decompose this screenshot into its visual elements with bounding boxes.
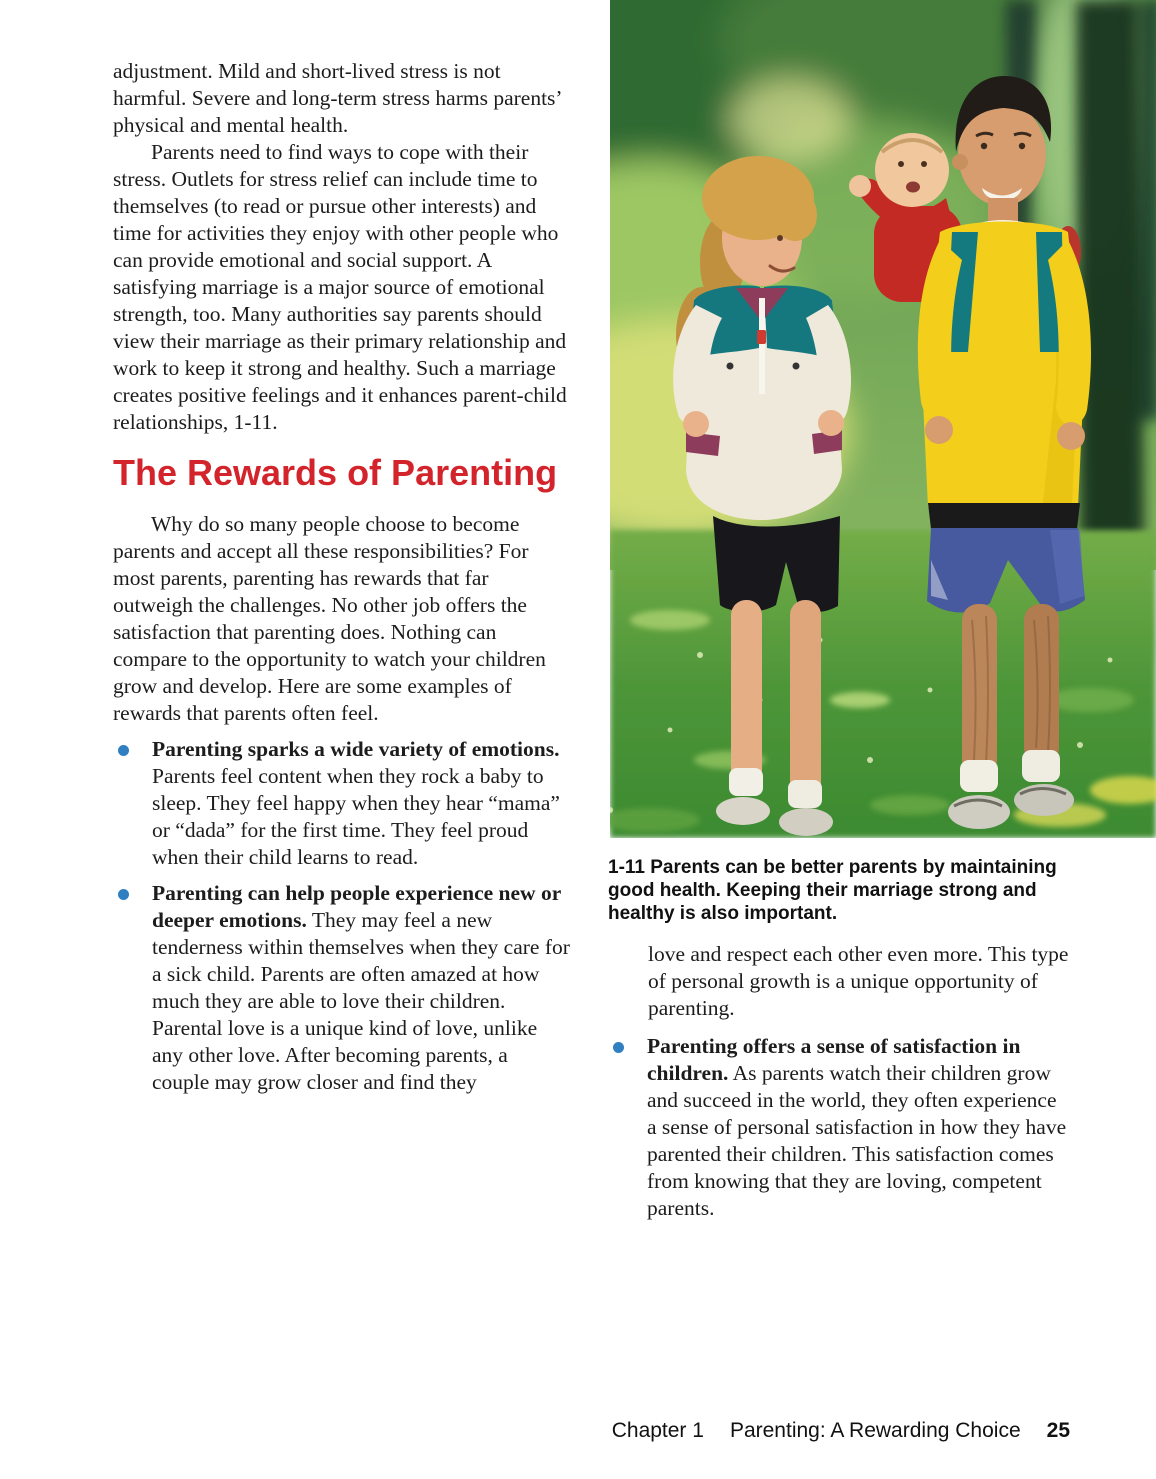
page-footer	[612, 1419, 1070, 1443]
bullet-lead: Parenting can help people experience new or deeper emotions.	[152, 881, 561, 932]
right-column	[608, 941, 1070, 1222]
bullet-body: They may feel a new tenderness within themselves when they care for a sick child. Parents are often amazed at how much they are able to love their children. Parental love is a unique kind of love, unlike any other love. After becoming parents, a couple may grow closer and find they	[152, 908, 570, 1094]
bullet-dot-icon	[118, 745, 129, 756]
bullet-dot-icon	[118, 889, 129, 900]
bullet-dot-icon	[613, 1042, 624, 1053]
left-column	[113, 58, 570, 1096]
section-heading: The Rewards of Parenting	[113, 452, 558, 493]
bullet-item	[608, 1033, 1070, 1222]
bullet-lead: Parenting sparks a wide variety of emotions.	[152, 737, 560, 761]
footer-chapter: Chapter 1	[611, 1419, 704, 1442]
bullet-text	[152, 736, 570, 871]
body-paragraph: Parents need to find ways to cope with their stress. Outlets for stress relief can include time to themselves (to read or pursue other interests) and time for activities they enjoy with other people who can provide emotional and social support. A satisfying marriage is a major source of emotional strength, too. Many authorities say parents should view their marriage as their primary relationship and work to keep it strong and healthy. Such a marriage creates positive feelings and it enhances parent-child relationships, 1-11.	[113, 140, 567, 434]
body-paragraph: adjustment. Mild and short-lived stress is not harmful. Severe and long-term stress harms parents’ physical and mental health.	[113, 59, 561, 137]
figure-caption: 1-11 Parents can be better parents by maintaining good health. Keeping their marriage strong and healthy is also important.	[608, 857, 1057, 924]
bullet-text	[647, 1033, 1070, 1222]
body-paragraph: Why do so many people choose to become parents and accept all these responsibilities? For most parents, parenting has rewards that far outweigh the challenges. No other job offers the satisfaction that parenting does. Nothing can compare to the opportunity to watch your children grow and develop. Here are some examples of rewards that parents often feel.	[113, 512, 546, 725]
bullet-item	[113, 880, 570, 1096]
bullet-body: As parents watch their children grow and succeed in the world, they often experience a sense of personal satisfaction in how they have parented their children. This satisfaction comes from knowing that they are loving, competent parents.	[647, 1061, 1067, 1220]
bullet-text	[152, 880, 570, 1096]
body-paragraph: love and respect each other even more. This type of personal growth is a unique opportunity of parenting.	[648, 942, 1069, 1020]
family-jogging-photo	[610, 0, 1156, 838]
bullet-item	[113, 736, 570, 871]
footer-title: Parenting: A Rewarding Choice	[729, 1419, 1021, 1442]
bullet-lead: Parenting offers a sense of satisfaction in children.	[647, 1034, 1021, 1085]
footer-page-number: 25	[1046, 1419, 1070, 1442]
bullet-body: Parents feel content when they rock a baby to sleep. They feel happy when they hear “mama” or “dada” for the first time. They feel proud when their child learns to read.	[152, 764, 560, 869]
